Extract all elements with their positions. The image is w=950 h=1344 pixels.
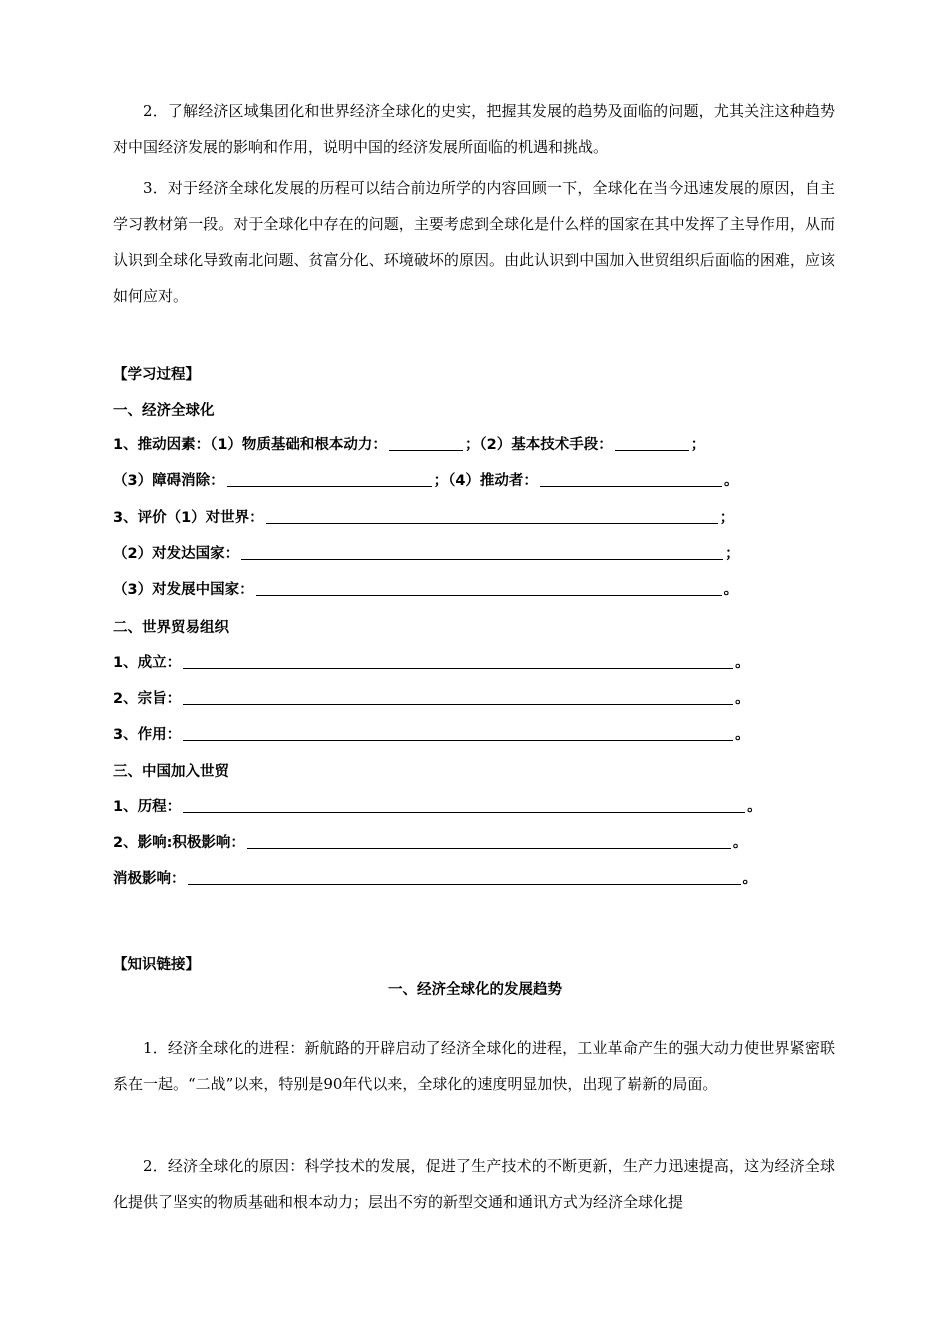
blank-negative-impact[interactable] bbox=[188, 868, 741, 885]
blank-material-basis[interactable] bbox=[389, 434, 463, 451]
blank-promoters[interactable] bbox=[540, 470, 722, 487]
section-1-title: 一、经济全球化 bbox=[113, 403, 215, 419]
fill-row-eval-developing bbox=[113, 577, 738, 599]
blank-wto-role[interactable] bbox=[183, 724, 733, 741]
row-end-punct: 。 bbox=[735, 727, 750, 743]
blank-positive-impact[interactable] bbox=[247, 832, 731, 849]
row-end-punct: 。 bbox=[735, 691, 750, 707]
row-end-punct: 。 bbox=[742, 871, 757, 887]
blank-barrier-removal[interactable] bbox=[227, 470, 432, 487]
fill-row-wto-founding bbox=[113, 650, 750, 672]
knowledge-link-heading: 【知识链接】 bbox=[113, 957, 200, 973]
label-wto-role: 3、作用： bbox=[113, 727, 182, 743]
label-eval-developing: （3）对发展中国家： bbox=[113, 582, 254, 598]
label-technical-means: ；（2）基本技术手段： bbox=[464, 437, 613, 453]
blank-wto-founding[interactable] bbox=[183, 652, 733, 669]
fill-row-eval-world bbox=[113, 505, 734, 527]
blank-eval-world[interactable] bbox=[266, 507, 718, 524]
label-wto-founding: 1、成立： bbox=[113, 655, 182, 671]
label-driving-factors: 1、推动因素：（1）物质基础和根本动力： bbox=[113, 437, 387, 453]
blank-eval-developing[interactable] bbox=[256, 579, 722, 596]
fill-row-driving-factors bbox=[113, 432, 705, 454]
row-end-punct: 。 bbox=[747, 799, 762, 815]
intro-paragraph-2: 2．了解经济区域集团化和世界经济全球化的史实，把握其发展的趋势及面临的问题，尤其关注这种趋势对中国经济发展的影响和作用，说明中国的经济发展所面临的机遇和挑战。 bbox=[113, 102, 835, 156]
row-end-punct: ； bbox=[690, 437, 706, 453]
fill-row-accession-history bbox=[113, 794, 762, 816]
knowledge-paragraph-1: 1．经济全球化的进程：新航路的开辟启动了经济全球化的进程，工业革命产生的强大动力使世界紧密联系在一起。“二战”以来，特别是90年代以来，全球化的速度明显加快，出现了崭新的局面。 bbox=[113, 1039, 835, 1093]
intro-paragraph-3: 3．对于经济全球化发展的历程可以结合前边所学的内容回顾一下，全球化在当今迅速发展的原因，自主学习教材第一段。对于全球化中存在的问题，主要考虑到全球化是什么样的国家在其中发挥了主导作用，从而认识到全球化导致南北问题、贫富分化、环境破坏的原因。由此认识到中国加入世贸组织后面临的困难，应该如何应对。 bbox=[113, 179, 835, 305]
label-accession-history: 1、历程： bbox=[113, 799, 182, 815]
label-wto-purpose: 2、宗旨： bbox=[113, 691, 182, 707]
learning-process-heading: 【学习过程】 bbox=[113, 367, 200, 383]
blank-technical-means[interactable] bbox=[615, 434, 689, 451]
blank-wto-purpose[interactable] bbox=[183, 688, 733, 705]
label-promoters: ；（4）推动者： bbox=[433, 473, 538, 489]
knowledge-paragraph-2: 2．经济全球化的原因：科学技术的发展，促进了生产技术的不断更新，生产力迅速提高，这为经济全球化提供了坚实的物质基础和根本动力；层出不穷的新型交通和通讯方式为经济全球化提 bbox=[113, 1157, 835, 1211]
blank-accession-history[interactable] bbox=[183, 796, 745, 813]
label-negative-impact: 消极影响： bbox=[113, 871, 186, 887]
fill-row-positive-impact bbox=[113, 830, 747, 852]
knowledge-subtitle: 一、经济全球化的发展趋势 bbox=[388, 982, 562, 998]
fill-row-barriers bbox=[113, 468, 738, 490]
row-end-punct: ； bbox=[719, 510, 735, 526]
row-end-punct: ； bbox=[725, 546, 740, 562]
section-2-title: 二、世界贸易组织 bbox=[113, 620, 229, 636]
row-end-punct: 。 bbox=[735, 655, 750, 671]
fill-row-eval-developed bbox=[113, 541, 740, 563]
row-end-punct: 。 bbox=[732, 835, 748, 851]
fill-row-wto-role bbox=[113, 722, 750, 744]
label-eval-world: 3、评价（1）对世界： bbox=[113, 510, 264, 526]
label-positive-impact: 2、影响:积极影响： bbox=[113, 835, 245, 851]
section-3-title: 三、中国加入世贸 bbox=[113, 764, 229, 780]
label-barrier-removal: （3）障碍消除： bbox=[113, 473, 225, 489]
label-eval-developed: （2）对发达国家： bbox=[113, 546, 240, 562]
row-end-punct: 。 bbox=[723, 582, 739, 598]
blank-eval-developed[interactable] bbox=[241, 543, 723, 560]
row-end-punct: 。 bbox=[723, 473, 739, 489]
fill-row-wto-purpose bbox=[113, 686, 750, 708]
fill-row-negative-impact bbox=[113, 866, 757, 888]
